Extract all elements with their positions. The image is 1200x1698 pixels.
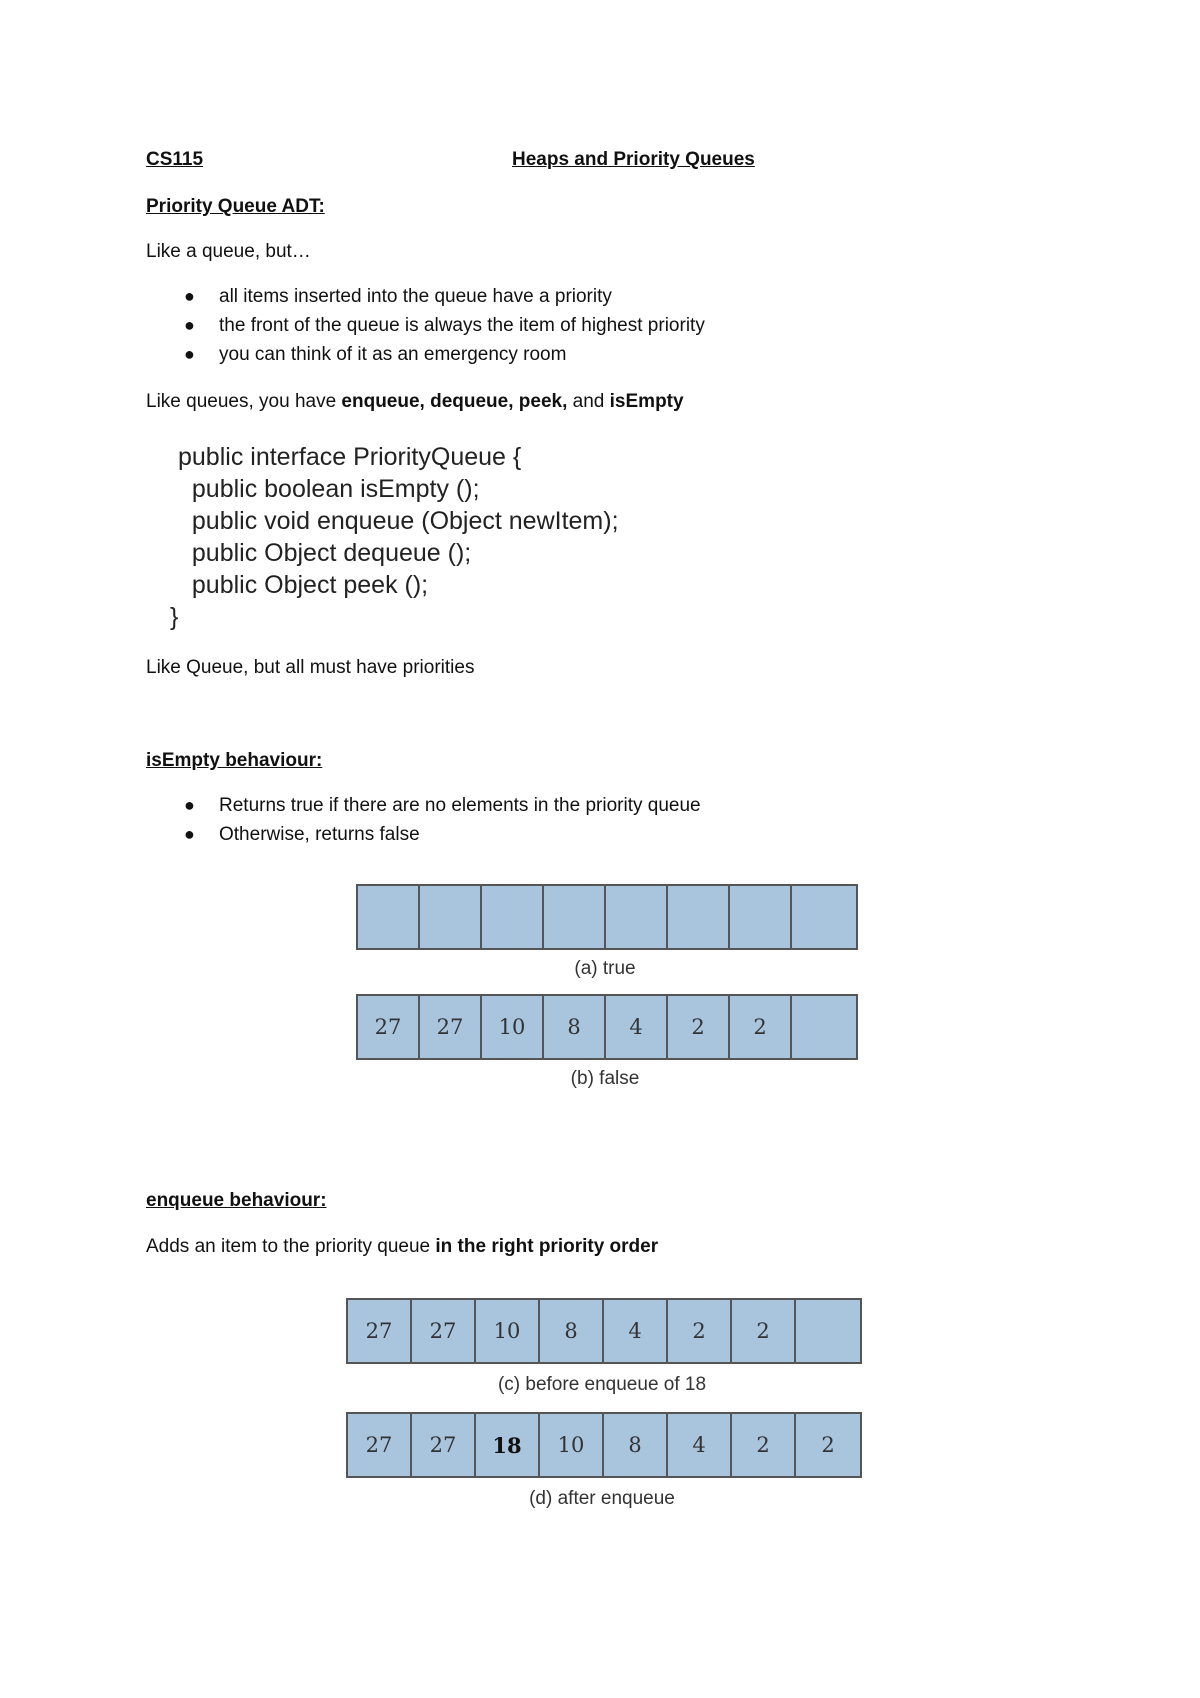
isempty-bullet-2: Otherwise, returns false <box>219 824 420 845</box>
array-cell: 27 <box>420 996 482 1058</box>
bullet-icon: ● <box>184 824 195 844</box>
array-b <box>356 994 858 1060</box>
code-line-4: public Object dequeue (); <box>178 539 472 567</box>
enqueue-desc-bold: in the right priority order <box>435 1236 659 1257</box>
op-peek: peek, <box>518 391 568 412</box>
array-cell: 8 <box>544 996 606 1058</box>
pq-adt-heading: Priority Queue ADT: <box>146 196 325 217</box>
array-cell: 27 <box>348 1414 412 1476</box>
isempty-heading: isEmpty behaviour: <box>146 750 323 771</box>
enqueue-heading: enqueue behaviour: <box>146 1190 327 1211</box>
isempty-bullet-1: Returns true if there are no elements in the priority queue <box>219 795 701 816</box>
code-line-2: public boolean isEmpty (); <box>178 475 480 503</box>
array-cell <box>544 886 606 948</box>
pq-bullet-1: all items inserted into the queue have a priority <box>219 286 612 307</box>
caption-a: (a) true <box>574 958 636 979</box>
array-cell: 27 <box>412 1300 476 1362</box>
array-cell: 2 <box>668 1300 732 1362</box>
array-cell <box>730 886 792 948</box>
array-cell <box>482 886 544 948</box>
pq-ops-line <box>146 391 684 413</box>
enqueue-desc <box>146 1236 658 1258</box>
pq-note: Like Queue, but all must have priorities <box>146 657 475 678</box>
array-cell <box>792 886 854 948</box>
caption-b: (b) false <box>570 1068 640 1089</box>
code-line-3: public void enqueue (Object newItem); <box>178 507 619 535</box>
pq-intro: Like a queue, but… <box>146 241 311 262</box>
course-code: CS115 <box>146 149 204 170</box>
array-cell: 2 <box>821 1433 835 1457</box>
array-cell <box>792 996 854 1058</box>
array-cell: 2 <box>730 996 792 1058</box>
bullet-icon: ● <box>184 315 195 335</box>
op-dequeue: dequeue, <box>430 391 514 412</box>
code-line-5: public Object peek (); <box>178 571 429 599</box>
pq-bullet-3: you can think of it as an emergency room <box>219 344 567 365</box>
array-cell: 2 <box>668 996 730 1058</box>
array-cell: 4 <box>604 1300 668 1362</box>
array-cell: 4 <box>668 1414 732 1476</box>
array-cell: 8 <box>540 1300 604 1362</box>
array-a <box>356 884 858 950</box>
array-cell: 27 <box>412 1414 476 1476</box>
pq-bullet-2: the front of the queue is always the item of highest priority <box>219 315 705 336</box>
caption-c: (c) before enqueue of 18 <box>497 1374 707 1395</box>
array-cell: 27 <box>358 996 420 1058</box>
array-cell: 8 <box>604 1414 668 1476</box>
array-cell <box>358 886 420 948</box>
enqueue-desc-prefix: Adds an item to the priority queue <box>146 1236 436 1257</box>
caption-d: (d) after enqueue <box>529 1488 675 1509</box>
array-cell: 10 <box>540 1414 604 1476</box>
op-and: and <box>572 391 605 412</box>
array-c <box>346 1298 862 1364</box>
bullet-icon: ● <box>184 795 195 815</box>
ops-prefix: Like queues, you have <box>146 391 342 412</box>
array-cell: 10 <box>482 996 544 1058</box>
array-cell <box>606 886 668 948</box>
op-enqueue: enqueue, <box>341 391 425 412</box>
array-cell <box>420 886 482 948</box>
array-d <box>346 1412 862 1478</box>
bullet-icon: ● <box>184 344 195 364</box>
array-cell <box>796 1300 860 1362</box>
code-line-6: } <box>170 603 179 631</box>
op-isempty: isEmpty <box>609 391 684 412</box>
code-line-1: public interface PriorityQueue { <box>178 443 522 471</box>
bullet-icon: ● <box>184 286 195 306</box>
array-cell: 2 <box>732 1300 796 1362</box>
array-cell: 2 <box>732 1414 796 1476</box>
array-cell: 4 <box>606 996 668 1058</box>
array-cell-inserted: 18 <box>476 1414 540 1476</box>
array-cell <box>668 886 730 948</box>
array-cell: 27 <box>348 1300 412 1362</box>
page-title: Heaps and Priority Queues <box>512 149 755 170</box>
array-cell: 10 <box>476 1300 540 1362</box>
